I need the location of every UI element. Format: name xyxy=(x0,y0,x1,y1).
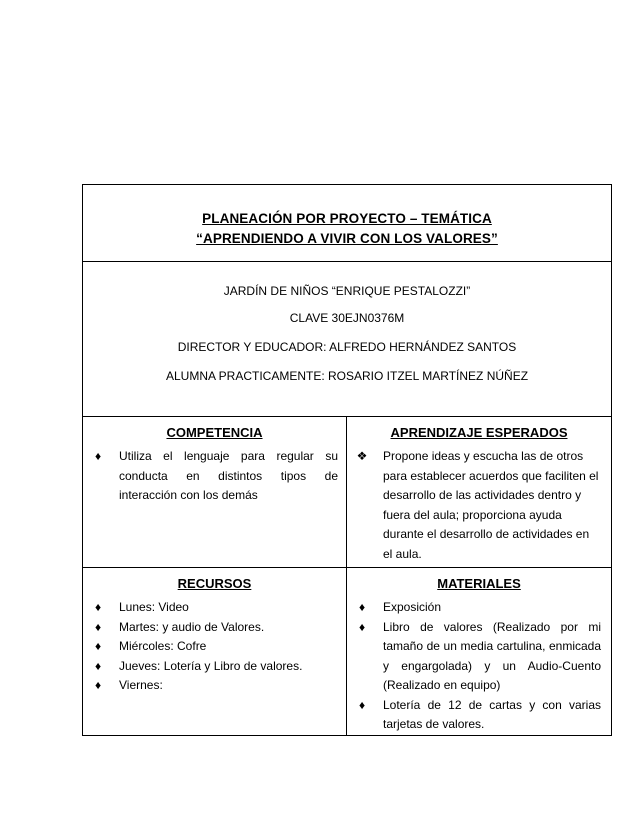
aprendizaje-list xyxy=(347,447,611,564)
material-exposicion: Exposición xyxy=(383,600,442,614)
competencia-list xyxy=(83,447,346,506)
recurso-miercoles: Miércoles: Cofre xyxy=(119,639,207,653)
recursos-cell xyxy=(83,568,347,736)
diamond-bullet-icon: ♦ xyxy=(94,449,102,463)
list-item xyxy=(347,696,611,735)
school-name: JARDÍN DE NIÑOS “ENRIQUE PESTALOZZI” xyxy=(223,284,471,298)
materiales-heading: MATERIALES xyxy=(437,576,521,591)
recursos-heading: RECURSOS xyxy=(177,576,252,591)
diamond-bullet-icon: ♦ xyxy=(94,619,102,634)
materiales-list xyxy=(347,598,611,735)
list-item xyxy=(347,598,611,618)
aprendizaje-cell xyxy=(347,417,612,568)
diamond-bullet-icon: ♦ xyxy=(358,600,366,614)
recurso-martes: Martes: y audio de Valores. xyxy=(119,619,265,634)
list-item xyxy=(83,657,346,677)
diamond-bullet-icon: ♦ xyxy=(94,639,102,653)
list-item xyxy=(83,676,346,696)
alumna-line: ALUMNA PRACTICAMENTE: ROSARIO ITZEL MARTÍNEZ NÚÑEZ xyxy=(165,369,529,383)
recurso-viernes: Viernes: xyxy=(119,678,163,692)
recursos-list xyxy=(83,598,346,696)
planning-table xyxy=(82,184,612,736)
director-line: DIRECTOR Y EDUCADOR: ALFREDO HERNÁNDEZ SANTOS xyxy=(177,340,517,354)
document-title: PLANEACIÓN POR PROYECTO – TEMÁTICA xyxy=(202,211,492,226)
diamond-bullet-icon: ♦ xyxy=(94,600,102,614)
diamond-bullet-icon: ♦ xyxy=(94,678,102,692)
list-item xyxy=(83,637,346,657)
title-cell xyxy=(83,185,612,262)
recurso-jueves: Jueves: Lotería y Libro de valores. xyxy=(119,658,303,673)
four-diamond-bullet-icon: ❖ xyxy=(356,449,368,463)
diamond-bullet-icon: ♦ xyxy=(358,619,366,634)
diamond-bullet-icon: ♦ xyxy=(358,697,366,712)
competencia-cell xyxy=(83,417,347,568)
competencia-text: Utiliza el lenguaje para regular su conducta en distintos tipos de interacción con los demás xyxy=(119,449,338,502)
school-clave: CLAVE 30EJN0376M xyxy=(289,311,405,325)
aprendizaje-text: Propone ideas y escucha las de otros para establecer acuerdos que faciliten el desarrollo de las actividades dentro y fuera del aula; proporciona ayuda durante el desarrollo de actividades en el aula. xyxy=(383,449,599,561)
materiales-cell xyxy=(347,568,612,736)
info-cell xyxy=(83,262,612,417)
aprendizaje-heading: APRENDIZAJE ESPERADOS xyxy=(390,425,568,440)
material-loteria: Lotería de 12 de cartas y con varias tarjetas de valores. xyxy=(383,697,602,731)
list-item xyxy=(83,618,346,638)
competencia-heading: COMPETENCIA xyxy=(166,425,263,440)
list-item xyxy=(347,618,611,696)
list-item xyxy=(83,447,346,506)
material-libro: Libro de valores (Realizado por mi tamaño de un media cartulina, enmicada y engargolada) y un Audio-Cuento (Realizado en equipo) xyxy=(383,619,602,692)
list-item xyxy=(83,598,346,618)
diamond-bullet-icon: ♦ xyxy=(94,658,102,673)
document-subtitle: “APRENDIENDO A VIVIR CON LOS VALORES” xyxy=(196,231,498,246)
recurso-lunes: Lunes: Video xyxy=(119,600,189,614)
list-item xyxy=(347,447,611,564)
